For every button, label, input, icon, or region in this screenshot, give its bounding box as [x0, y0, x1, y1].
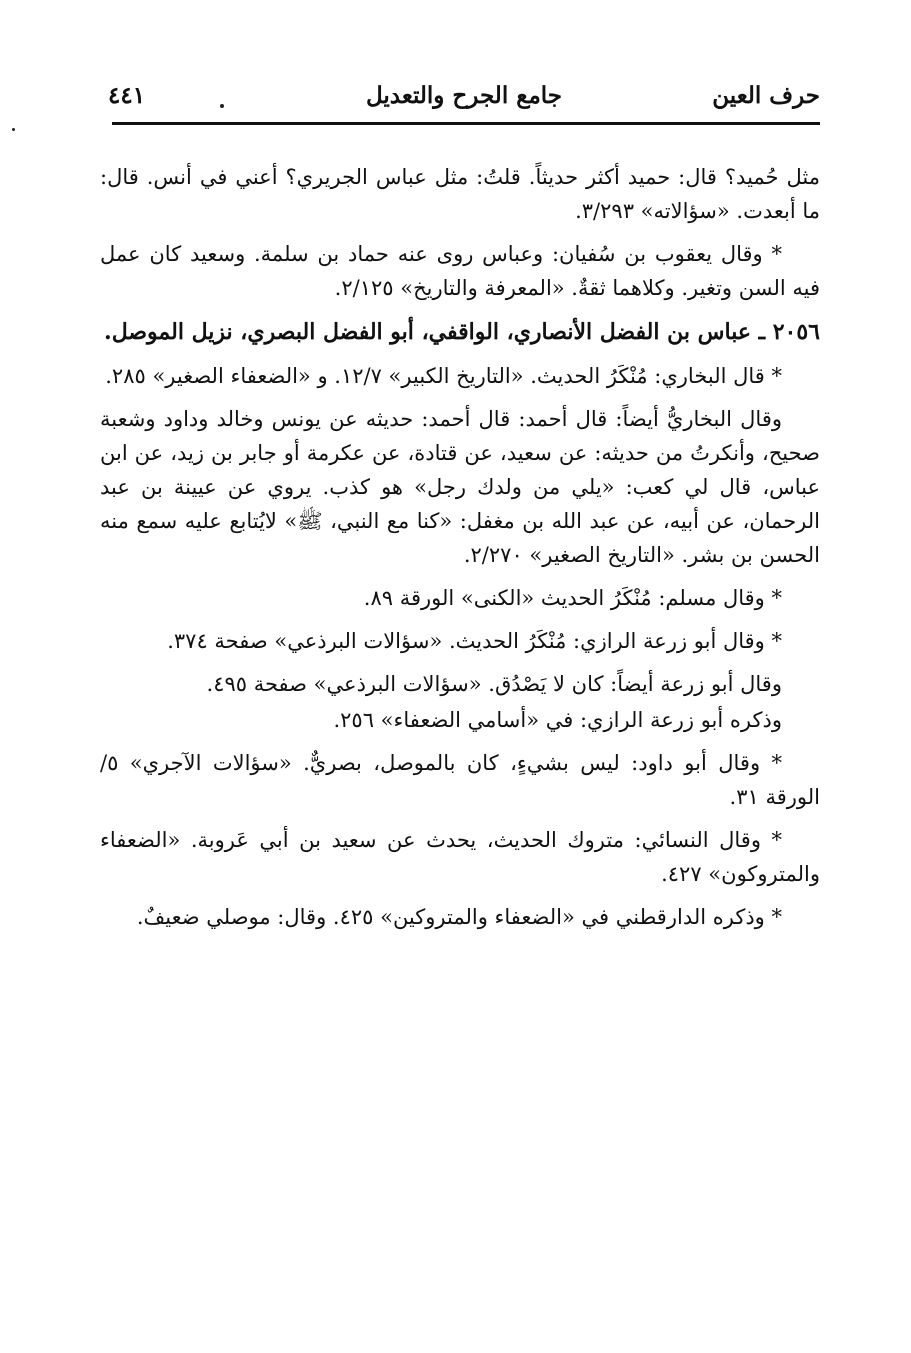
paragraph: مثل حُميد؟ قال: حميد أكثر حديثاً. قلتُ: مثل عباس الجريري؟ أعني في أنس. قال: ما أبعدت. «سؤالاته» ٣/٢٩٣. — [100, 165, 820, 223]
paragraph: * وقال مسلم: مُنْكَرُ الحديث «الكنى» الورقة ٨٩. — [363, 586, 782, 610]
paragraph: * وذكره الدارقطني في «الضعفاء والمتروكين» ٤٢٥. وقال: موصلي ضعيفٌ. — [136, 905, 782, 929]
section-title: حرف العين — [712, 82, 820, 109]
body-text — [100, 160, 820, 943]
ink-dot — [220, 104, 224, 108]
ink-dot — [12, 128, 15, 131]
paragraph: وذكره أبو زرعة الرازي: في «أسامي الضعفاء» ٢٥٦. — [333, 708, 782, 732]
running-header — [108, 78, 820, 122]
paragraph: وقال البخاريُّ أيضاً: قال أحمد: قال أحمد: حديثه عن يونس وخالد وداود وشعبة صحيح، وأنكرتُ من حديثه: عن سعيد، عن قتادة، عن عكرمة أو جابر بن زيد، عن ابن عباس، قال لي كعب: «يلي من ولدك رجل» هو كذب. يروي عن عيينة بن عبد الرحمان، عن أبيه، عن عبد الله بن مغفل: «كنا مع النبي، ﷺ» لايُتابع عليه سمع منه الحسن بن بشر. «التاريخ الصغير» ٢/٢٧٠. — [100, 407, 820, 567]
paragraph: * وقال أبو داود: ليس بشيءٍ، كان بالموصل، بصريٌّ. «سؤالات الآجري» ٥/الورقة ٣١. — [100, 751, 820, 809]
page-number: ٤٤١ — [108, 82, 146, 109]
book-title: جامع الجرح والتعديل — [365, 82, 563, 109]
paragraph: * وقال أبو زرعة الرازي: مُنْكَرُ الحديث. «سؤالات البرذعي» صفحة ٣٧٤. — [167, 629, 782, 653]
paragraph: * وقال يعقوب بن سُفيان: وعباس روى عنه حماد بن سلمة. وسعيد كان عمل فيه السن وتغير. وكلاهما ثقةٌ. «المعرفة والتاريخ» ٢/١٢٥. — [100, 242, 820, 300]
entry-heading: ٢٠٥٦ ـ عباس بن الفضل الأنصاري، الواقفي، أبو الفضل البصري، نزيل الموصل. — [104, 319, 820, 345]
header-rule — [112, 122, 820, 125]
paragraph: * قال البخاري: مُنْكَرُ الحديث. «التاريخ الكبير» ١٢/٧. و «الضعفاء الصغير» ٢٨٥. — [105, 364, 782, 388]
paragraph: * وقال النسائي: متروك الحديث، يحدث عن سعيد بن أبي عَروبة. «الضعفاء والمتروكون» ٤٢٧. — [100, 828, 820, 886]
paragraph: وقال أبو زرعة أيضاً: كان لا يَصْدُق. «سؤالات البرذعي» صفحة ٤٩٥. — [206, 672, 782, 696]
